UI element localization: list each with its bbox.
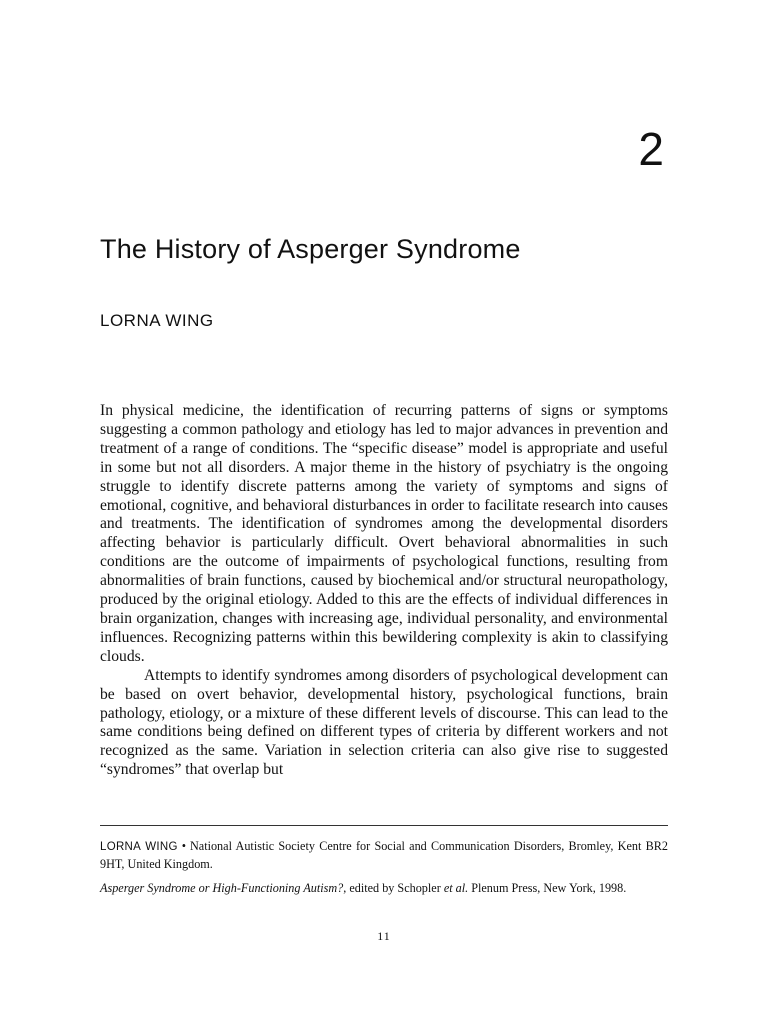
footnote-divider <box>100 825 668 826</box>
chapter-title: The History of Asperger Syndrome <box>100 234 521 264</box>
source-et-al: et al. <box>443 881 469 895</box>
footnote-affiliation <box>100 838 668 872</box>
body-paragraph-2: Attempts to identify syndromes among disorders of psychological development can be based on overt behavior, developmental history, psychological functions, brain pathology, etiology, or a mixture of these different levels of discourse. This can lead to the same conditions being defined on different types of criteria by different workers and not recognized as the same. Variation in selection criteria can also give rise to suggested “syndromes” that overlap but <box>100 666 668 779</box>
footnote-author-name: LORNA WING <box>100 841 178 853</box>
source-publisher: Plenum Press, New York, 1998. <box>468 881 627 895</box>
footnote-source <box>100 880 668 897</box>
footnote-affiliation-text: National Autistic Society Centre for Social and Communication Disorders, Bromley, Kent BR2 9HT, United Kingdom. <box>100 839 668 871</box>
body-text <box>100 402 668 780</box>
body-paragraph-1: In physical medicine, the identification of recurring patterns of signs or symptoms suggesting a common pathology and etiology has led to major advances in prevention and treatment of a range of conditions. The “specific disease” model is appropriate and useful in some but not all disorders. A major theme in the history of psychiatry is the ongoing struggle to identify discrete patterns among the variety of symptoms and signs of emotional, cognitive, and behavioral disturbances in order to facilitate research into causes and treatments. The identification of syndromes among the developmental disorders affecting behavior is particularly difficult. Overt behavioral abnormalities in such conditions are the outcome of impairments of psychological functions, resulting from abnormalities of brain functions, caused by biochemical and/or structural neuropathology, produced by the original etiology. Added to this are the effects of individual differences in brain organization, changes with increasing age, individual personality, and environmental influences. Recognizing patterns within this bewildering complexity is akin to classifying clouds. <box>100 402 668 665</box>
chapter-author: LORNA WING <box>100 311 214 330</box>
page-number: 11 <box>377 929 391 943</box>
source-edited-by: , edited by Schopler <box>343 881 444 895</box>
chapter-number: 2 <box>638 123 664 175</box>
bullet-separator: • <box>181 839 186 853</box>
source-book-title: Asperger Syndrome or High-Functioning Autism? <box>100 881 344 895</box>
